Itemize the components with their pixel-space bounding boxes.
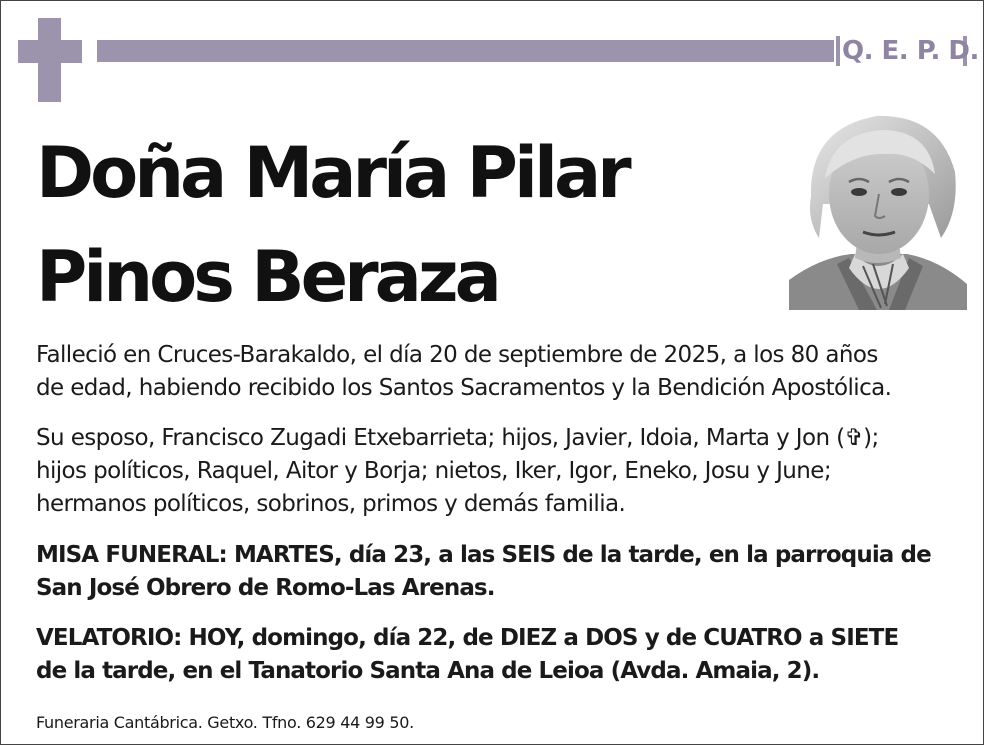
wake-paragraph: VELATORIO: HOY, domingo, día 22, de DIEZ a DOS y de CUATRO a SIETE de la tarde, en el Tanatorio Santa Ana de Leioa (Avda. Amaia, 2). <box>36 625 899 684</box>
funeral-home-footer: Funeraria Cantábrica. Getxo. Tfno. 629 44 99 50. <box>36 713 414 732</box>
funeral-mass-paragraph: MISA FUNERAL: MARTES, día 23, a las SEIS de la tarde, en la parroquia de San José Obrero de Romo-Las Arenas. <box>36 542 931 601</box>
death-announcement-paragraph: Falleció en Cruces-Barakaldo, el día 20 de septiembre de 2025, a los 80 años de edad, habiendo recibido los Santos Sacramentos y la Bendición Apostólica. <box>36 342 892 401</box>
header-bar <box>97 40 834 62</box>
deceased-name-line-1: Doña María Pilar <box>36 132 628 214</box>
qepd-label: Q. E. P. D. <box>842 36 979 66</box>
deceased-name-line-2: Pinos Beraza <box>36 236 498 318</box>
family-paragraph: Su esposo, Francisco Zugadi Etxebarrieta; hijos, Javier, Idoia, Marta y Jon (✞); hijos políticos, Raquel, Aitor y Borja; nietos, Iker, Igor, Eneko, Josu y June; hermanos políticos, sobrinos, primos y demás familia. <box>36 425 879 517</box>
portrait-photo <box>789 108 967 310</box>
cross-icon <box>18 18 82 102</box>
